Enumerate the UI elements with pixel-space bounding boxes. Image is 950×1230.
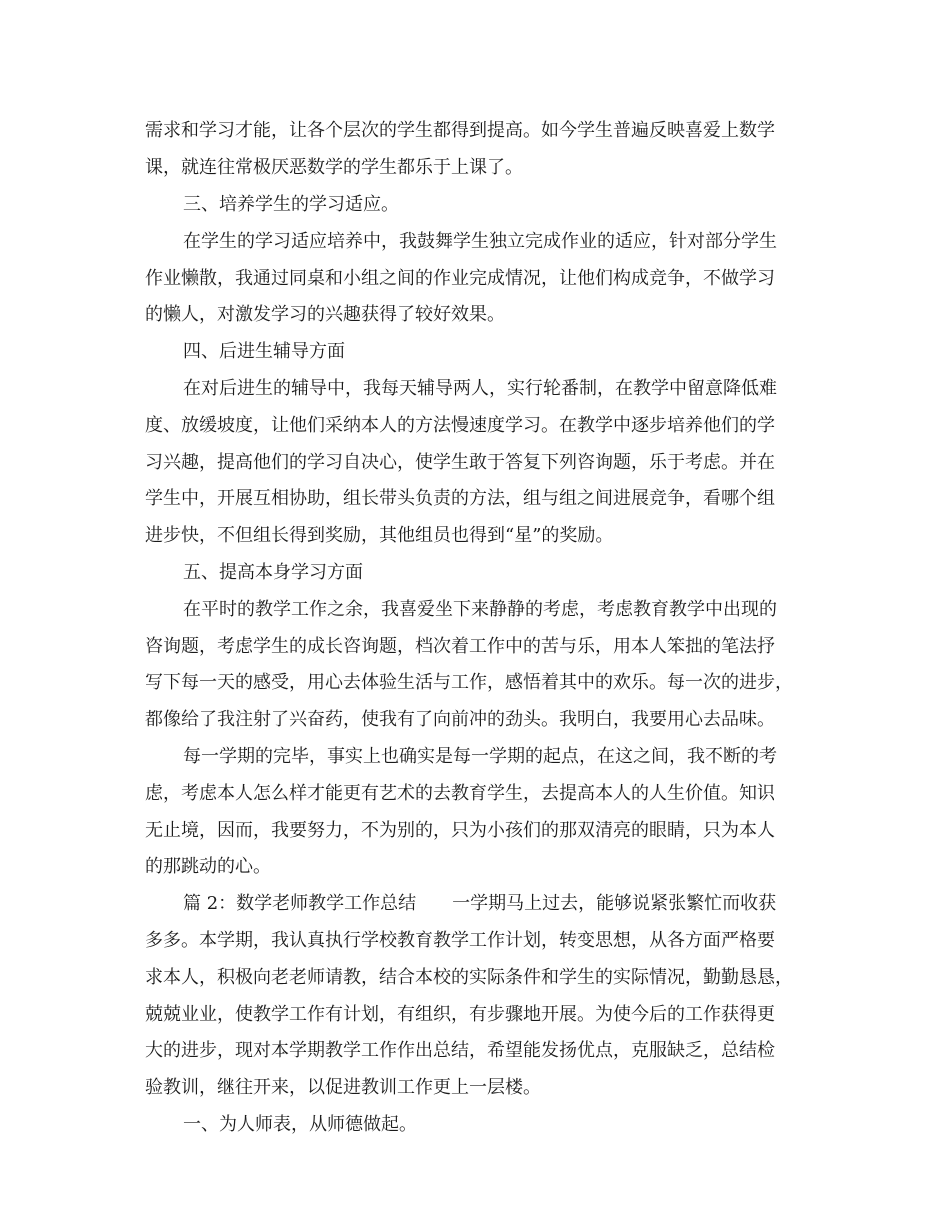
text-line: 多多。本学期，我认真执行学校教育教学工作计划，转变思想，从各方面严格要	[145, 930, 775, 951]
text-line: 每一学期的完毕，事实上也确实是每一学期的起点，在这之间，我不断的考	[183, 746, 777, 767]
text-line: 的那跳动的心。	[145, 856, 271, 877]
text-line: 度、放缓坡度，让他们采纳本人的方法慢速度学习。在教学中逐步培养他们的学	[145, 415, 775, 436]
text-line: 学生中，开展互相协助，组长带头负责的方法，组与组之间进展竞争，看哪个组	[145, 488, 775, 509]
text-line: 在对后进生的辅导中，我每天辅导两人，实行轮番制，在教学中留意降低难	[183, 378, 777, 399]
text-line: 写下每一天的感受，用心去体验生活与工作，感悟着其中的欢乐。每一次的进步，	[145, 672, 793, 693]
text-line: 在平时的教学工作之余，我喜爱坐下来静静的考虑，考虑教育教学中出现的	[183, 599, 777, 620]
text-line: 验教训，继往开来，以促进教训工作更上一层楼。	[145, 1077, 541, 1098]
text-line: 需求和学习才能，让各个层次的学生都得到提高。如今学生普遍反映喜爱上数学	[145, 120, 775, 141]
section-heading: 四、后进生辅导方面	[183, 341, 345, 362]
text-line: 兢兢业业，使教学工作有计划，有组织，有步骤地开展。为使今后的工作获得更	[145, 1004, 775, 1025]
text-line: 求本人，积极向老老师请教，结合本校的实际条件和学生的实际情况，勤勤恳恳，	[145, 967, 793, 988]
text-line: 无止境，因而，我要努力，不为别的，只为小孩们的那双清亮的眼睛，只为本人	[145, 820, 775, 841]
text-line: 咨询题，考虑学生的成长咨询题，档次着工作中的苦与乐，用本人笨拙的笔法抒	[145, 636, 775, 657]
section-heading: 五、提高本身学习方面	[183, 562, 363, 583]
text-line: 大的进步，现对本学期教学工作作出总结，希望能发扬优点，克服缺乏，总结检	[145, 1040, 775, 1061]
text-line: 虑，考虑本人怎么样才能更有艺术的去教育学生，去提高本人的人生价值。知识	[145, 783, 775, 804]
section-heading: 三、培养学生的学习适应。	[183, 194, 399, 215]
text-line: 课，就连往常极厌恶数学的学生都乐于上课了。	[145, 157, 523, 178]
text-line: 习兴趣，提高他们的学习自决心，使学生敢于答复下列咨询题，乐于考虑。并在	[145, 452, 775, 473]
text-line: 都像给了我注射了兴奋药，使我有了向前冲的劲头。我明白，我要用心去品味。	[145, 709, 775, 730]
text-line: 进步快，不但组长得到奖励，其他组员也得到“星”的奖励。	[145, 525, 614, 546]
text-line: 的懒人，对激发学习的兴趣获得了较好效果。	[145, 304, 505, 325]
text-line: 在学生的学习适应培养中，我鼓舞学生独立完成作业的适应，针对部分学生	[183, 231, 777, 252]
text-line: 作业懒散，我通过同桌和小组之间的作业完成情况，让他们构成竞争，不做学习	[145, 268, 775, 289]
article-title-line: 篇 2：数学老师教学工作总结 一学期马上过去，能够说紧张繁忙而收获	[183, 893, 777, 914]
section-heading: 一、为人师表，从师德做起。	[183, 1114, 417, 1135]
